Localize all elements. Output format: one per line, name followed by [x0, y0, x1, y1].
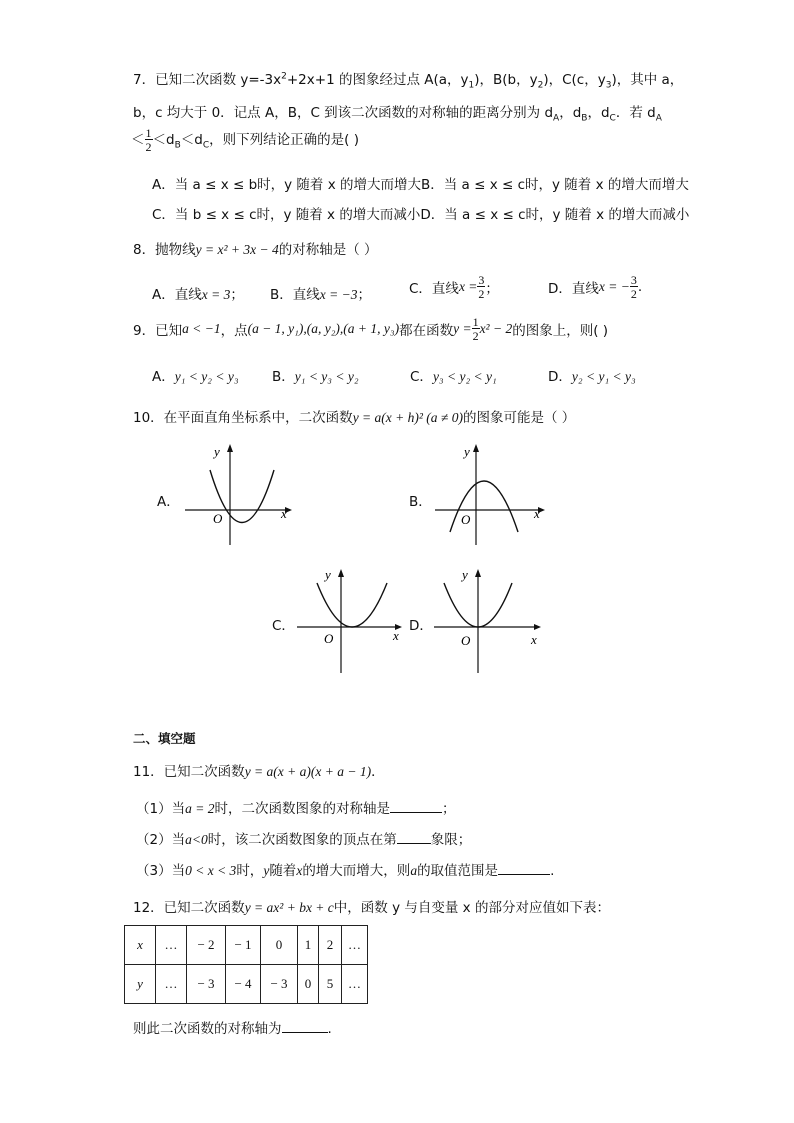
q7-option-c[interactable]: C．当 b ≤ x ≤ c时，y 随着 x 的增大而减小D．当 a ≤ x ≤ c时，y 随着 x 的增大而减小 — [152, 207, 690, 223]
answer-blank[interactable] — [390, 800, 442, 813]
y-axis-arrow — [473, 444, 479, 452]
q10-stem: 10．在平面直角坐标系中，二次函数y = a(x + h)² (a ≠ 0)的图象可能是（ ） — [133, 410, 576, 426]
answer-blank[interactable] — [498, 862, 550, 875]
q8-option-a[interactable]: A．直线x = 3； — [152, 287, 244, 303]
q12-answer-line: 则此二次函数的对称轴为 . — [133, 1021, 332, 1037]
q11-part2: （2）当a<0时，该二次函数图象的顶点在第 象限； — [136, 832, 472, 848]
origin-label: O — [461, 633, 471, 648]
x-axis-label: x — [281, 506, 287, 521]
q10-label-c[interactable]: C． — [272, 618, 295, 634]
q8-option-b[interactable]: B．直线x = −3； — [270, 287, 371, 303]
q7-option-d[interactable]: D．当 a ≤ x ≤ c时，y 随着 x 的增大而减小 — [420, 207, 690, 223]
q9-option-a[interactable]: A．y₁ < y₂ < y₃ — [152, 369, 239, 385]
y-axis-label: y — [214, 444, 220, 459]
y-axis-label: y — [325, 567, 331, 582]
y-axis-label: y — [464, 444, 470, 459]
y-axis-label: y — [462, 567, 468, 582]
value-table — [124, 925, 368, 1004]
graph-a[interactable] — [180, 440, 295, 550]
q10-label-a[interactable]: A． — [157, 494, 180, 510]
graph-c[interactable] — [295, 565, 410, 675]
x-axis-arrow — [534, 624, 541, 630]
q9-stem: 9．已知a < −1，点(a − 1, y₁),(a, y₂),(a + 1, y₃)都在函数y = $\frac{1}{2}$ x² − 2的图象上，则( ) — [133, 315, 609, 343]
answer-blank[interactable] — [397, 831, 431, 844]
q12-stem: 12．已知二次函数y = ax² + bx + c中，函数 y 与自变量 x 的部分对应值如下表： — [133, 900, 610, 916]
q10-label-d[interactable]: D． — [409, 618, 433, 634]
q11-part3: （3）当0 < x < 3时，y随着x的增大而增大，则a的取值范围是 . — [136, 863, 555, 879]
q7-option-b[interactable]: B．当 a ≤ x ≤ c时，y 随着 x 的增大而增大 — [421, 177, 689, 193]
origin-label: O — [213, 511, 223, 526]
q7-option-a[interactable]: A．当 a ≤ x ≤ b时，y 随着 x 的增大而增大B．当 a ≤ x ≤ c时，y 随着 x 的增大而增大 — [152, 177, 689, 193]
q9-option-d[interactable]: D．y₂ < y₁ < y₃ — [548, 369, 636, 385]
x-axis-label: x — [531, 632, 537, 647]
y-axis-arrow — [338, 569, 344, 577]
y-axis-arrow — [475, 569, 481, 577]
q9-option-c[interactable]: C．y₃ < y₂ < y₁ — [410, 369, 497, 385]
x-axis-label: x — [534, 506, 540, 521]
q10-label-b[interactable]: B． — [409, 494, 432, 510]
origin-label: O — [324, 631, 334, 646]
section-heading: 二、填空题 — [133, 731, 196, 746]
q8-option-c[interactable]: C．直线x = $\frac{3}{2}$ ； — [409, 273, 499, 301]
x-axis-label: x — [393, 628, 399, 643]
fraction-half: $\frac{1}{2}$ — [145, 126, 152, 154]
q11-stem: 11．已知二次函数y = a(x + a)(x + a − 1)． — [133, 764, 385, 780]
y-axis-arrow — [227, 444, 233, 452]
q7-line2: b，c 均大于 0．记点 A，B，C 到该二次函数的对称轴的距离分别为 $d_A$，$d_B$，$d_C$．若 $d_A$ — [133, 105, 662, 124]
table-row: x … − 2 − 1 0 1 2 … — [125, 926, 368, 965]
q11-part1: （1）当a = 2时，二次函数图象的对称轴是 ； — [136, 801, 456, 817]
answer-blank[interactable] — [282, 1020, 328, 1033]
q8-option-d[interactable]: D．直线x = − $\frac{3}{2}$ . — [548, 273, 643, 301]
origin-label: O — [461, 512, 471, 527]
graph-d[interactable] — [432, 565, 547, 675]
q8-stem: 8．抛物线y = x² + 3x − 4的对称轴是（ ） — [133, 242, 378, 258]
q7-line1: 7．已知二次函数 $y=-3x^2+2x+1$ 的图象经过点 A(a，$y_1$)，B(b，$y_2$)，C(c，$y_3$)，其中 a， — [133, 71, 684, 91]
table-row: y … − 3 − 4 − 3 0 5 … — [125, 965, 368, 1004]
parabola-c — [317, 583, 387, 627]
q7-line3: ＜ $\frac{1}{2}$ $<d_B<d_C$，则下列结论正确的是( ) — [131, 126, 359, 154]
graph-b[interactable] — [430, 440, 550, 550]
q9-option-b[interactable]: B．y₁ < y₃ < y₂ — [272, 369, 359, 385]
